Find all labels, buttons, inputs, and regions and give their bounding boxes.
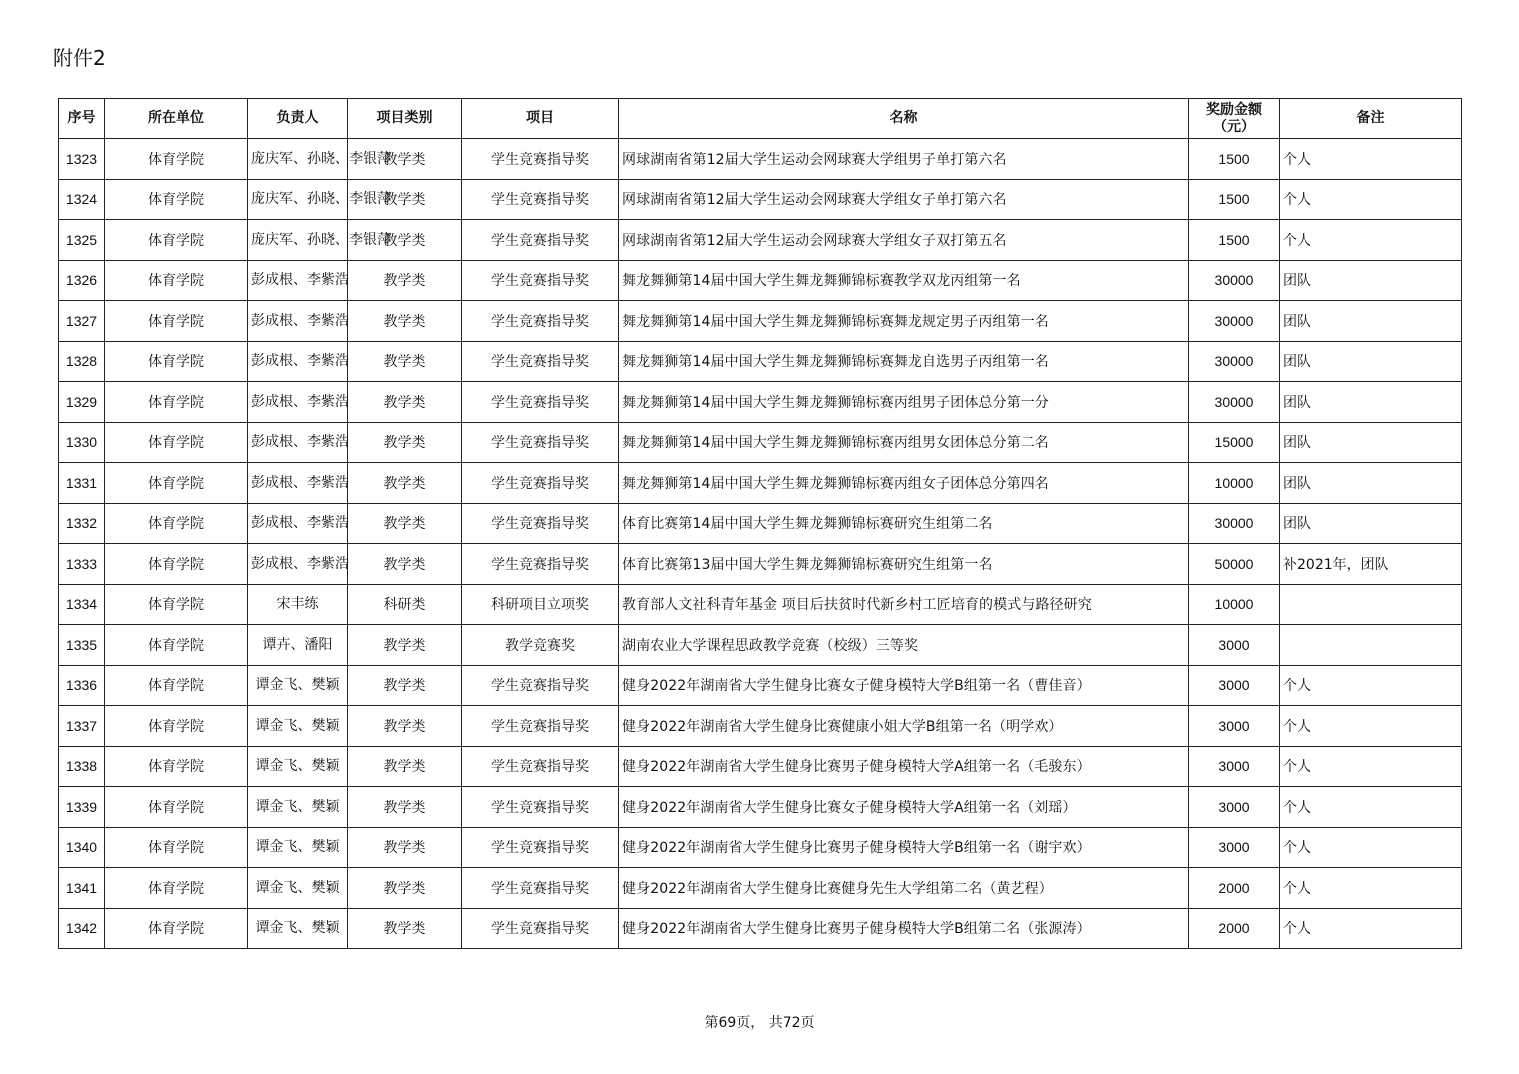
cell-note [1280, 625, 1462, 666]
cell-amount: 10000 [1189, 463, 1280, 504]
cell-category: 教学类 [348, 625, 462, 666]
cell-note: 个人 [1280, 787, 1462, 828]
cell-unit: 体育学院 [105, 301, 248, 342]
header-amount-line1: 奖励金额 [1206, 101, 1262, 118]
cell-unit: 体育学院 [105, 665, 248, 706]
header-unit: 所在单位 [105, 99, 248, 139]
cell-name: 网球湖南省第12届大学生运动会网球赛大学组男子单打第六名 [619, 139, 1189, 180]
cell-project: 学生竞赛指导奖 [462, 382, 619, 423]
cell-leader: 彭成根、李紫浩 [248, 382, 348, 423]
cell-amount: 2000 [1189, 908, 1280, 949]
cell-project: 学生竞赛指导奖 [462, 503, 619, 544]
cell-unit: 体育学院 [105, 220, 248, 261]
table-header-row [59, 99, 1462, 139]
cell-leader: 谭金飞、樊颖 [248, 787, 348, 828]
table-row [59, 382, 1462, 423]
cell-category: 教学类 [348, 665, 462, 706]
table-row [59, 908, 1462, 949]
cell-leader: 庞庆军、孙晓、李银萍 [248, 179, 348, 220]
cell-amount: 2000 [1189, 868, 1280, 909]
cell-amount: 1500 [1189, 139, 1280, 180]
cell-no: 1324 [59, 179, 105, 220]
cell-no: 1337 [59, 706, 105, 747]
cell-project: 学生竞赛指导奖 [462, 746, 619, 787]
table-row [59, 665, 1462, 706]
cell-unit: 体育学院 [105, 908, 248, 949]
cell-unit: 体育学院 [105, 827, 248, 868]
cell-no: 1326 [59, 260, 105, 301]
cell-amount: 30000 [1189, 260, 1280, 301]
cell-name: 健身2022年湖南省大学生健身比赛健身先生大学组第二名（黄艺程） [619, 868, 1189, 909]
cell-project: 学生竞赛指导奖 [462, 179, 619, 220]
cell-project: 学生竞赛指导奖 [462, 787, 619, 828]
table-body [59, 139, 1462, 949]
cell-no: 1333 [59, 544, 105, 585]
header-category: 项目类别 [348, 99, 462, 139]
cell-unit: 体育学院 [105, 422, 248, 463]
cell-unit: 体育学院 [105, 868, 248, 909]
cell-note: 个人 [1280, 706, 1462, 747]
cell-category: 教学类 [348, 827, 462, 868]
cell-name: 健身2022年湖南省大学生健身比赛男子健身模特大学B组第一名（谢宇欢） [619, 827, 1189, 868]
cell-project: 学生竞赛指导奖 [462, 665, 619, 706]
cell-category: 教学类 [348, 220, 462, 261]
cell-project: 学生竞赛指导奖 [462, 341, 619, 382]
cell-name: 湖南农业大学课程思政教学竞赛（校级）三等奖 [619, 625, 1189, 666]
cell-project: 科研项目立项奖 [462, 584, 619, 625]
cell-no: 1335 [59, 625, 105, 666]
cell-project: 学生竞赛指导奖 [462, 868, 619, 909]
cell-note: 个人 [1280, 220, 1462, 261]
cell-category: 教学类 [348, 139, 462, 180]
cell-unit: 体育学院 [105, 706, 248, 747]
cell-unit: 体育学院 [105, 139, 248, 180]
cell-project: 学生竞赛指导奖 [462, 139, 619, 180]
cell-name: 网球湖南省第12届大学生运动会网球赛大学组女子单打第六名 [619, 179, 1189, 220]
page-number: 第69页， 共72页 [704, 1015, 815, 1031]
attachment-label: 附件2 [53, 46, 106, 70]
table-row [59, 179, 1462, 220]
cell-project: 学生竞赛指导奖 [462, 706, 619, 747]
cell-note: 团队 [1280, 503, 1462, 544]
table-row [59, 706, 1462, 747]
cell-category: 教学类 [348, 341, 462, 382]
header-amount [1189, 99, 1280, 139]
cell-note: 团队 [1280, 422, 1462, 463]
cell-name: 舞龙舞狮第14届中国大学生舞龙舞狮锦标赛教学双龙丙组第一名 [619, 260, 1189, 301]
cell-note: 团队 [1280, 463, 1462, 504]
cell-no: 1323 [59, 139, 105, 180]
cell-project: 学生竞赛指导奖 [462, 908, 619, 949]
cell-amount: 3000 [1189, 787, 1280, 828]
cell-amount: 1500 [1189, 179, 1280, 220]
cell-leader: 谭金飞、樊颖 [248, 665, 348, 706]
cell-leader: 彭成根、李紫浩 [248, 301, 348, 342]
table-row [59, 625, 1462, 666]
cell-name: 健身2022年湖南省大学生健身比赛女子健身模特大学B组第一名（曹佳音） [619, 665, 1189, 706]
cell-category: 教学类 [348, 706, 462, 747]
cell-leader: 彭成根、李紫浩 [248, 503, 348, 544]
cell-name: 舞龙舞狮第14届中国大学生舞龙舞狮锦标赛舞龙自选男子丙组第一名 [619, 341, 1189, 382]
header-name: 名称 [619, 99, 1189, 139]
cell-no: 1332 [59, 503, 105, 544]
cell-leader: 彭成根、李紫浩 [248, 544, 348, 585]
cell-name: 健身2022年湖南省大学生健身比赛男子健身模特大学B组第二名（张源涛） [619, 908, 1189, 949]
cell-name: 健身2022年湖南省大学生健身比赛女子健身模特大学A组第一名（刘瑶） [619, 787, 1189, 828]
cell-amount: 3000 [1189, 827, 1280, 868]
cell-amount: 10000 [1189, 584, 1280, 625]
cell-unit: 体育学院 [105, 463, 248, 504]
cell-unit: 体育学院 [105, 584, 248, 625]
cell-name: 舞龙舞狮第14届中国大学生舞龙舞狮锦标赛丙组女子团体总分第四名 [619, 463, 1189, 504]
table-row [59, 422, 1462, 463]
cell-note: 个人 [1280, 139, 1462, 180]
cell-category: 教学类 [348, 746, 462, 787]
cell-note: 团队 [1280, 260, 1462, 301]
cell-name: 舞龙舞狮第14届中国大学生舞龙舞狮锦标赛舞龙规定男子丙组第一名 [619, 301, 1189, 342]
header-project: 项目 [462, 99, 619, 139]
cell-category: 教学类 [348, 908, 462, 949]
cell-leader: 谭金飞、樊颖 [248, 908, 348, 949]
cell-no: 1341 [59, 868, 105, 909]
cell-unit: 体育学院 [105, 179, 248, 220]
cell-name: 网球湖南省第12届大学生运动会网球赛大学组女子双打第五名 [619, 220, 1189, 261]
cell-note: 补2021年，团队 [1280, 544, 1462, 585]
table-row [59, 301, 1462, 342]
cell-unit: 体育学院 [105, 382, 248, 423]
cell-leader: 彭成根、李紫浩 [248, 422, 348, 463]
cell-name: 体育比赛第13届中国大学生舞龙舞狮锦标赛研究生组第一名 [619, 544, 1189, 585]
cell-amount: 3000 [1189, 746, 1280, 787]
cell-project: 学生竞赛指导奖 [462, 827, 619, 868]
cell-leader: 谭金飞、樊颖 [248, 746, 348, 787]
cell-amount: 3000 [1189, 706, 1280, 747]
cell-name: 教育部人文社科青年基金 项目后扶贫时代新乡村工匠培育的模式与路径研究 [619, 584, 1189, 625]
cell-leader: 谭金飞、樊颖 [248, 827, 348, 868]
cell-category: 教学类 [348, 463, 462, 504]
header-amount-line2: （元） [1213, 118, 1255, 135]
cell-category: 教学类 [348, 382, 462, 423]
cell-amount: 50000 [1189, 544, 1280, 585]
cell-note: 个人 [1280, 665, 1462, 706]
cell-no: 1330 [59, 422, 105, 463]
header-leader: 负责人 [248, 99, 348, 139]
table-row [59, 220, 1462, 261]
cell-leader: 庞庆军、孙晓、李银萍 [248, 139, 348, 180]
cell-category: 教学类 [348, 544, 462, 585]
cell-category: 教学类 [348, 787, 462, 828]
cell-note: 个人 [1280, 179, 1462, 220]
cell-note: 团队 [1280, 301, 1462, 342]
cell-project: 学生竞赛指导奖 [462, 301, 619, 342]
cell-project: 教学竞赛奖 [462, 625, 619, 666]
cell-note [1280, 584, 1462, 625]
cell-no: 1328 [59, 341, 105, 382]
cell-amount: 30000 [1189, 382, 1280, 423]
cell-amount: 3000 [1189, 665, 1280, 706]
cell-amount: 1500 [1189, 220, 1280, 261]
cell-leader: 谭金飞、樊颖 [248, 868, 348, 909]
cell-project: 学生竞赛指导奖 [462, 544, 619, 585]
table-row [59, 341, 1462, 382]
table-row [59, 584, 1462, 625]
cell-project: 学生竞赛指导奖 [462, 463, 619, 504]
cell-category: 教学类 [348, 503, 462, 544]
header-no: 序号 [59, 99, 105, 139]
table-row [59, 544, 1462, 585]
cell-note: 个人 [1280, 746, 1462, 787]
cell-name: 舞龙舞狮第14届中国大学生舞龙舞狮锦标赛丙组男女团体总分第二名 [619, 422, 1189, 463]
table-row [59, 463, 1462, 504]
cell-leader: 谭金飞、樊颖 [248, 706, 348, 747]
cell-amount: 30000 [1189, 341, 1280, 382]
cell-note: 团队 [1280, 341, 1462, 382]
cell-name: 健身2022年湖南省大学生健身比赛健康小姐大学B组第一名（明学欢） [619, 706, 1189, 747]
table-row [59, 746, 1462, 787]
table-row [59, 787, 1462, 828]
cell-unit: 体育学院 [105, 746, 248, 787]
cell-category: 教学类 [348, 422, 462, 463]
table-row [59, 139, 1462, 180]
cell-category: 教学类 [348, 868, 462, 909]
cell-category: 教学类 [348, 301, 462, 342]
cell-note: 个人 [1280, 827, 1462, 868]
cell-category: 教学类 [348, 260, 462, 301]
table-row [59, 260, 1462, 301]
cell-unit: 体育学院 [105, 544, 248, 585]
cell-no: 1340 [59, 827, 105, 868]
cell-note: 个人 [1280, 868, 1462, 909]
cell-no: 1325 [59, 220, 105, 261]
cell-project: 学生竞赛指导奖 [462, 220, 619, 261]
cell-unit: 体育学院 [105, 625, 248, 666]
cell-no: 1342 [59, 908, 105, 949]
cell-no: 1338 [59, 746, 105, 787]
header-note: 备注 [1280, 99, 1462, 139]
cell-no: 1331 [59, 463, 105, 504]
cell-project: 学生竞赛指导奖 [462, 422, 619, 463]
cell-unit: 体育学院 [105, 260, 248, 301]
cell-category: 教学类 [348, 179, 462, 220]
cell-note: 个人 [1280, 908, 1462, 949]
cell-no: 1334 [59, 584, 105, 625]
cell-no: 1336 [59, 665, 105, 706]
cell-leader: 彭成根、李紫浩 [248, 260, 348, 301]
cell-amount: 30000 [1189, 301, 1280, 342]
cell-no: 1339 [59, 787, 105, 828]
cell-name: 舞龙舞狮第14届中国大学生舞龙舞狮锦标赛丙组男子团体总分第一分 [619, 382, 1189, 423]
cell-amount: 15000 [1189, 422, 1280, 463]
table-row [59, 503, 1462, 544]
cell-unit: 体育学院 [105, 787, 248, 828]
cell-leader: 庞庆军、孙晓、李银萍 [248, 220, 348, 261]
table-row [59, 827, 1462, 868]
cell-amount: 3000 [1189, 625, 1280, 666]
cell-unit: 体育学院 [105, 341, 248, 382]
award-table [58, 98, 1462, 949]
cell-name: 体育比赛第14届中国大学生舞龙舞狮锦标赛研究生组第二名 [619, 503, 1189, 544]
cell-category: 科研类 [348, 584, 462, 625]
cell-leader: 彭成根、李紫浩 [248, 463, 348, 504]
cell-amount: 30000 [1189, 503, 1280, 544]
cell-no: 1329 [59, 382, 105, 423]
cell-leader: 谭卉、潘阳 [248, 625, 348, 666]
cell-no: 1327 [59, 301, 105, 342]
cell-leader: 彭成根、李紫浩 [248, 341, 348, 382]
cell-leader: 宋丰练 [248, 584, 348, 625]
cell-note: 团队 [1280, 382, 1462, 423]
table-row [59, 868, 1462, 909]
cell-project: 学生竞赛指导奖 [462, 260, 619, 301]
cell-name: 健身2022年湖南省大学生健身比赛男子健身模特大学A组第一名（毛骏东） [619, 746, 1189, 787]
cell-unit: 体育学院 [105, 503, 248, 544]
